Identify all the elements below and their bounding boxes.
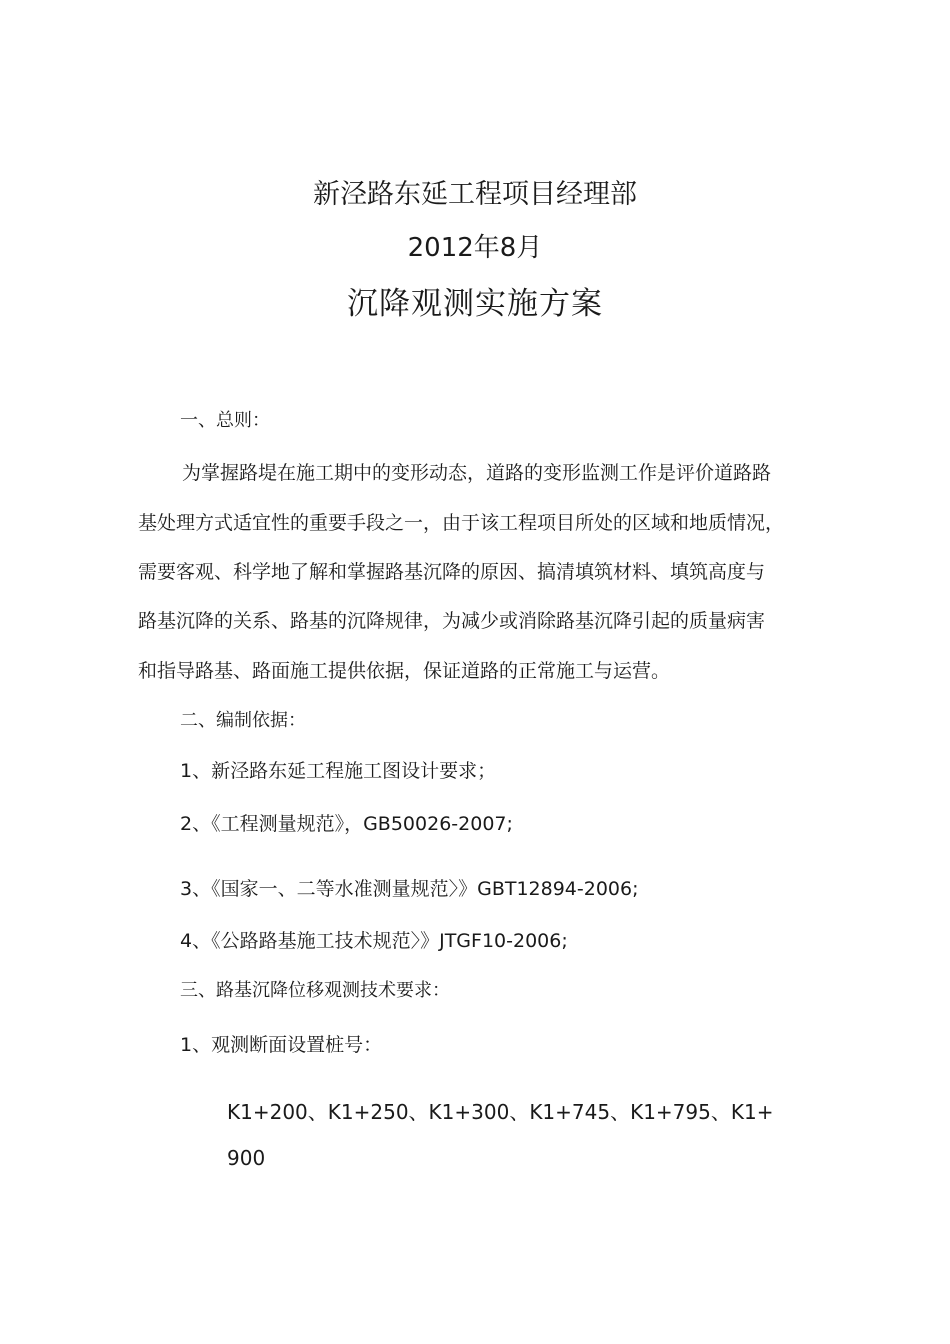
stake-numbers-line: K1+200、K1+250、K1+300、K1+745、K1+795、K1+: [227, 1100, 774, 1124]
basis-item: 3、《国家一、二等水准测量规范〉》GBT12894-2006;: [180, 878, 639, 900]
paragraph-line: 为掌握路堤在施工期中的变形动态，道路的变形监测工作是评价道路路: [182, 462, 772, 484]
basis-item: 4、《公路路基施工技术规范〉》JTGF10-2006;: [180, 930, 568, 952]
paragraph-line: 需要客观、科学地了解和掌握路基沉降的原因、搞清填筑材料、填筑高度与: [138, 561, 766, 583]
paragraph-line: 和指导路基、路面施工提供依据，保证道路的正常施工与运营。: [138, 660, 671, 682]
basis-item: 1、新泾路东延工程施工图设计要求；: [180, 760, 497, 782]
basis-item: 2、《工程测量规范》，GB50026-2007;: [180, 813, 513, 835]
paragraph-line: 基处理方式适宜性的重要手段之一，由于该工程项目所处的区域和地质情况，: [138, 512, 785, 534]
section-heading-requirements: 三、路基沉降位移观测技术要求：: [180, 980, 450, 1001]
document-date: 2012年8月: [407, 233, 543, 263]
section-heading-basis: 二、编制依据：: [180, 710, 306, 731]
paragraph-line: 路基沉降的关系、路基的沉降规律，为减少或消除路基沉降引起的质量病害: [138, 610, 766, 632]
document-title: 沉降观测实施方案: [347, 286, 603, 322]
section-heading-general: 一、总则：: [180, 410, 270, 431]
organization-name: 新泾路东延工程项目经理部: [313, 179, 637, 210]
stake-numbers-line: 900: [227, 1146, 266, 1170]
requirement-item: 1、观测断面设置桩号：: [180, 1034, 383, 1056]
